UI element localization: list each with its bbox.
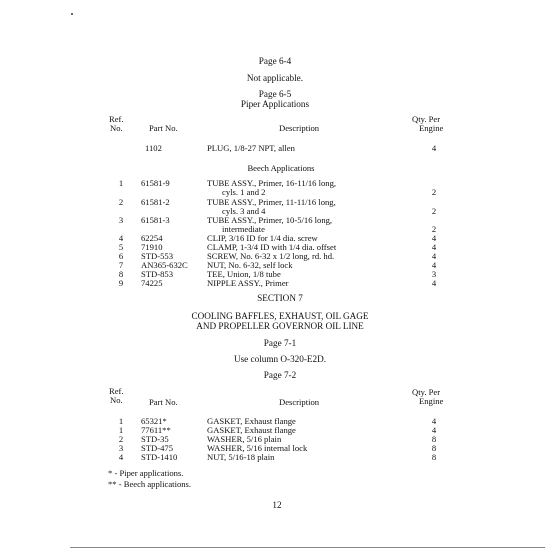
section-7-title: SECTION 7 <box>257 293 303 303</box>
scan-speck <box>71 13 73 15</box>
not-applicable-text: Not applicable. <box>246 73 304 83</box>
ref-number: 1 <box>118 416 124 426</box>
part-number: 61581-2 <box>141 197 170 207</box>
page-7-2-label: Page 7-2 <box>263 370 297 380</box>
part-description: CLIP, 3/16 ID for 1/4 dia. screw <box>207 233 318 243</box>
description-header: Description <box>279 123 320 133</box>
part-description-cont: cyls. 1 and 2 <box>222 187 266 197</box>
page-number: 12 <box>272 500 282 510</box>
table-row <box>0 279 550 289</box>
ref-header-line1: Ref. <box>109 386 124 396</box>
ref-number: 7 <box>118 260 124 270</box>
quantity: 4 <box>431 251 437 261</box>
ref-header-line2: No. <box>110 123 123 133</box>
quantity: 4 <box>431 416 437 426</box>
table-row <box>0 453 550 463</box>
part-number: STD-853 <box>141 269 173 279</box>
part-description: GASKET, Exhaust flange <box>207 416 296 426</box>
quantity: 4 <box>431 425 437 435</box>
description-header: Description <box>279 397 320 407</box>
ref-number: 4 <box>118 452 124 462</box>
qty-header-line2: Engine <box>419 123 444 133</box>
quantity: 4 <box>431 233 437 243</box>
part-description: TUBE ASSY., Primer, 16-11/16 long, <box>207 178 337 188</box>
ref-number: 6 <box>118 251 124 261</box>
part-number: 62254 <box>141 233 163 243</box>
section-7-subtitle-line1: COOLING BAFFLES, EXHAUST, OIL GAGE <box>191 311 369 321</box>
page-bottom-edge <box>70 547 545 548</box>
part-number: 65321* <box>141 416 167 426</box>
part-number: STD-475 <box>141 443 173 453</box>
ref-number: 2 <box>118 434 124 444</box>
part-description: TUBE ASSY., Primer, 11-11/16 long, <box>207 197 336 207</box>
page-6-4-label: Page 6-4 <box>258 56 292 66</box>
part-description: SCREW, No. 6-32 x 1/2 long, rd. hd. <box>207 251 335 261</box>
part-description: CLAMP, 1-3/4 ID with 1/4 dia. offset <box>207 242 337 252</box>
ref-number: 2 <box>118 197 124 207</box>
part-description: TUBE ASSY., Primer, 10-5/16 long, <box>207 215 333 225</box>
part-number: 61581-9 <box>141 178 170 188</box>
part-no-header: Part No. <box>149 123 178 133</box>
page-6-5-label: Page 6-5 <box>258 89 292 99</box>
ref-number: 1 <box>118 425 124 435</box>
quantity: 2 <box>431 224 437 234</box>
quantity: 3 <box>431 269 437 279</box>
quantity: 4 <box>431 260 437 270</box>
ref-header-line2: No. <box>110 395 123 405</box>
ref-number: 3 <box>118 215 124 225</box>
part-description: NIPPLE ASSY., Primer <box>207 278 289 288</box>
ref-number: 3 <box>118 443 124 453</box>
quantity: 8 <box>431 452 437 462</box>
quantity: 4 <box>431 143 437 153</box>
table-row <box>0 144 550 154</box>
part-number: STD-1410 <box>141 452 178 462</box>
qty-header-line1: Qty. Per <box>412 114 441 124</box>
part-description-cont: cyls. 3 and 4 <box>222 206 266 216</box>
quantity: 8 <box>431 443 437 453</box>
ref-number: 5 <box>118 242 124 252</box>
part-description: WASHER, 5/16 internal lock <box>207 443 308 453</box>
ref-number: 8 <box>118 269 124 279</box>
quantity: 4 <box>431 278 437 288</box>
footnote-beech: ** - Beech applications. <box>108 479 192 489</box>
part-number: 74225 <box>141 278 163 288</box>
page-7-1-label: Page 7-1 <box>263 338 297 348</box>
part-number: 71910 <box>141 242 163 252</box>
part-number: AN365-632C <box>141 260 188 270</box>
footnote-piper: * - Piper applications. <box>108 468 184 478</box>
part-number: 1102 <box>145 143 162 153</box>
part-number: 61581-3 <box>141 215 170 225</box>
part-number: STD-35 <box>141 434 169 444</box>
ref-header-line1: Ref. <box>109 114 124 124</box>
part-number: STD-553 <box>141 251 173 261</box>
part-description-cont: intermediate <box>222 224 265 234</box>
piper-applications-heading: Piper Applications <box>240 99 310 109</box>
use-column-note: Use column O-320-E2D. <box>233 354 327 364</box>
quantity: 2 <box>431 187 437 197</box>
quantity: 2 <box>431 206 437 216</box>
quantity: 4 <box>431 242 437 252</box>
part-description: NUT, 5/16-18 plain <box>207 452 275 462</box>
part-no-header: Part No. <box>149 397 178 407</box>
qty-header-line2: Engine <box>419 396 444 406</box>
part-number: 77611** <box>141 425 171 435</box>
section-7-subtitle-line2: AND PROPELLER GOVERNOR OIL LINE <box>196 321 364 331</box>
quantity: 8 <box>431 434 437 444</box>
part-description: TEE, Union, 1/8 tube <box>207 269 281 279</box>
part-description: GASKET, Exhaust flange <box>207 425 296 435</box>
ref-number: 1 <box>118 178 124 188</box>
beech-applications-heading: Beech Applications <box>247 163 315 173</box>
part-description: NUT, No. 6-32, self lock <box>207 260 293 270</box>
part-description: PLUG, 1/8-27 NPT, allen <box>207 143 295 153</box>
ref-number: 4 <box>118 233 124 243</box>
part-description: WASHER, 5/16 plain <box>207 434 282 444</box>
ref-number: 9 <box>118 278 124 288</box>
qty-header-line1: Qty. Per <box>412 387 441 397</box>
